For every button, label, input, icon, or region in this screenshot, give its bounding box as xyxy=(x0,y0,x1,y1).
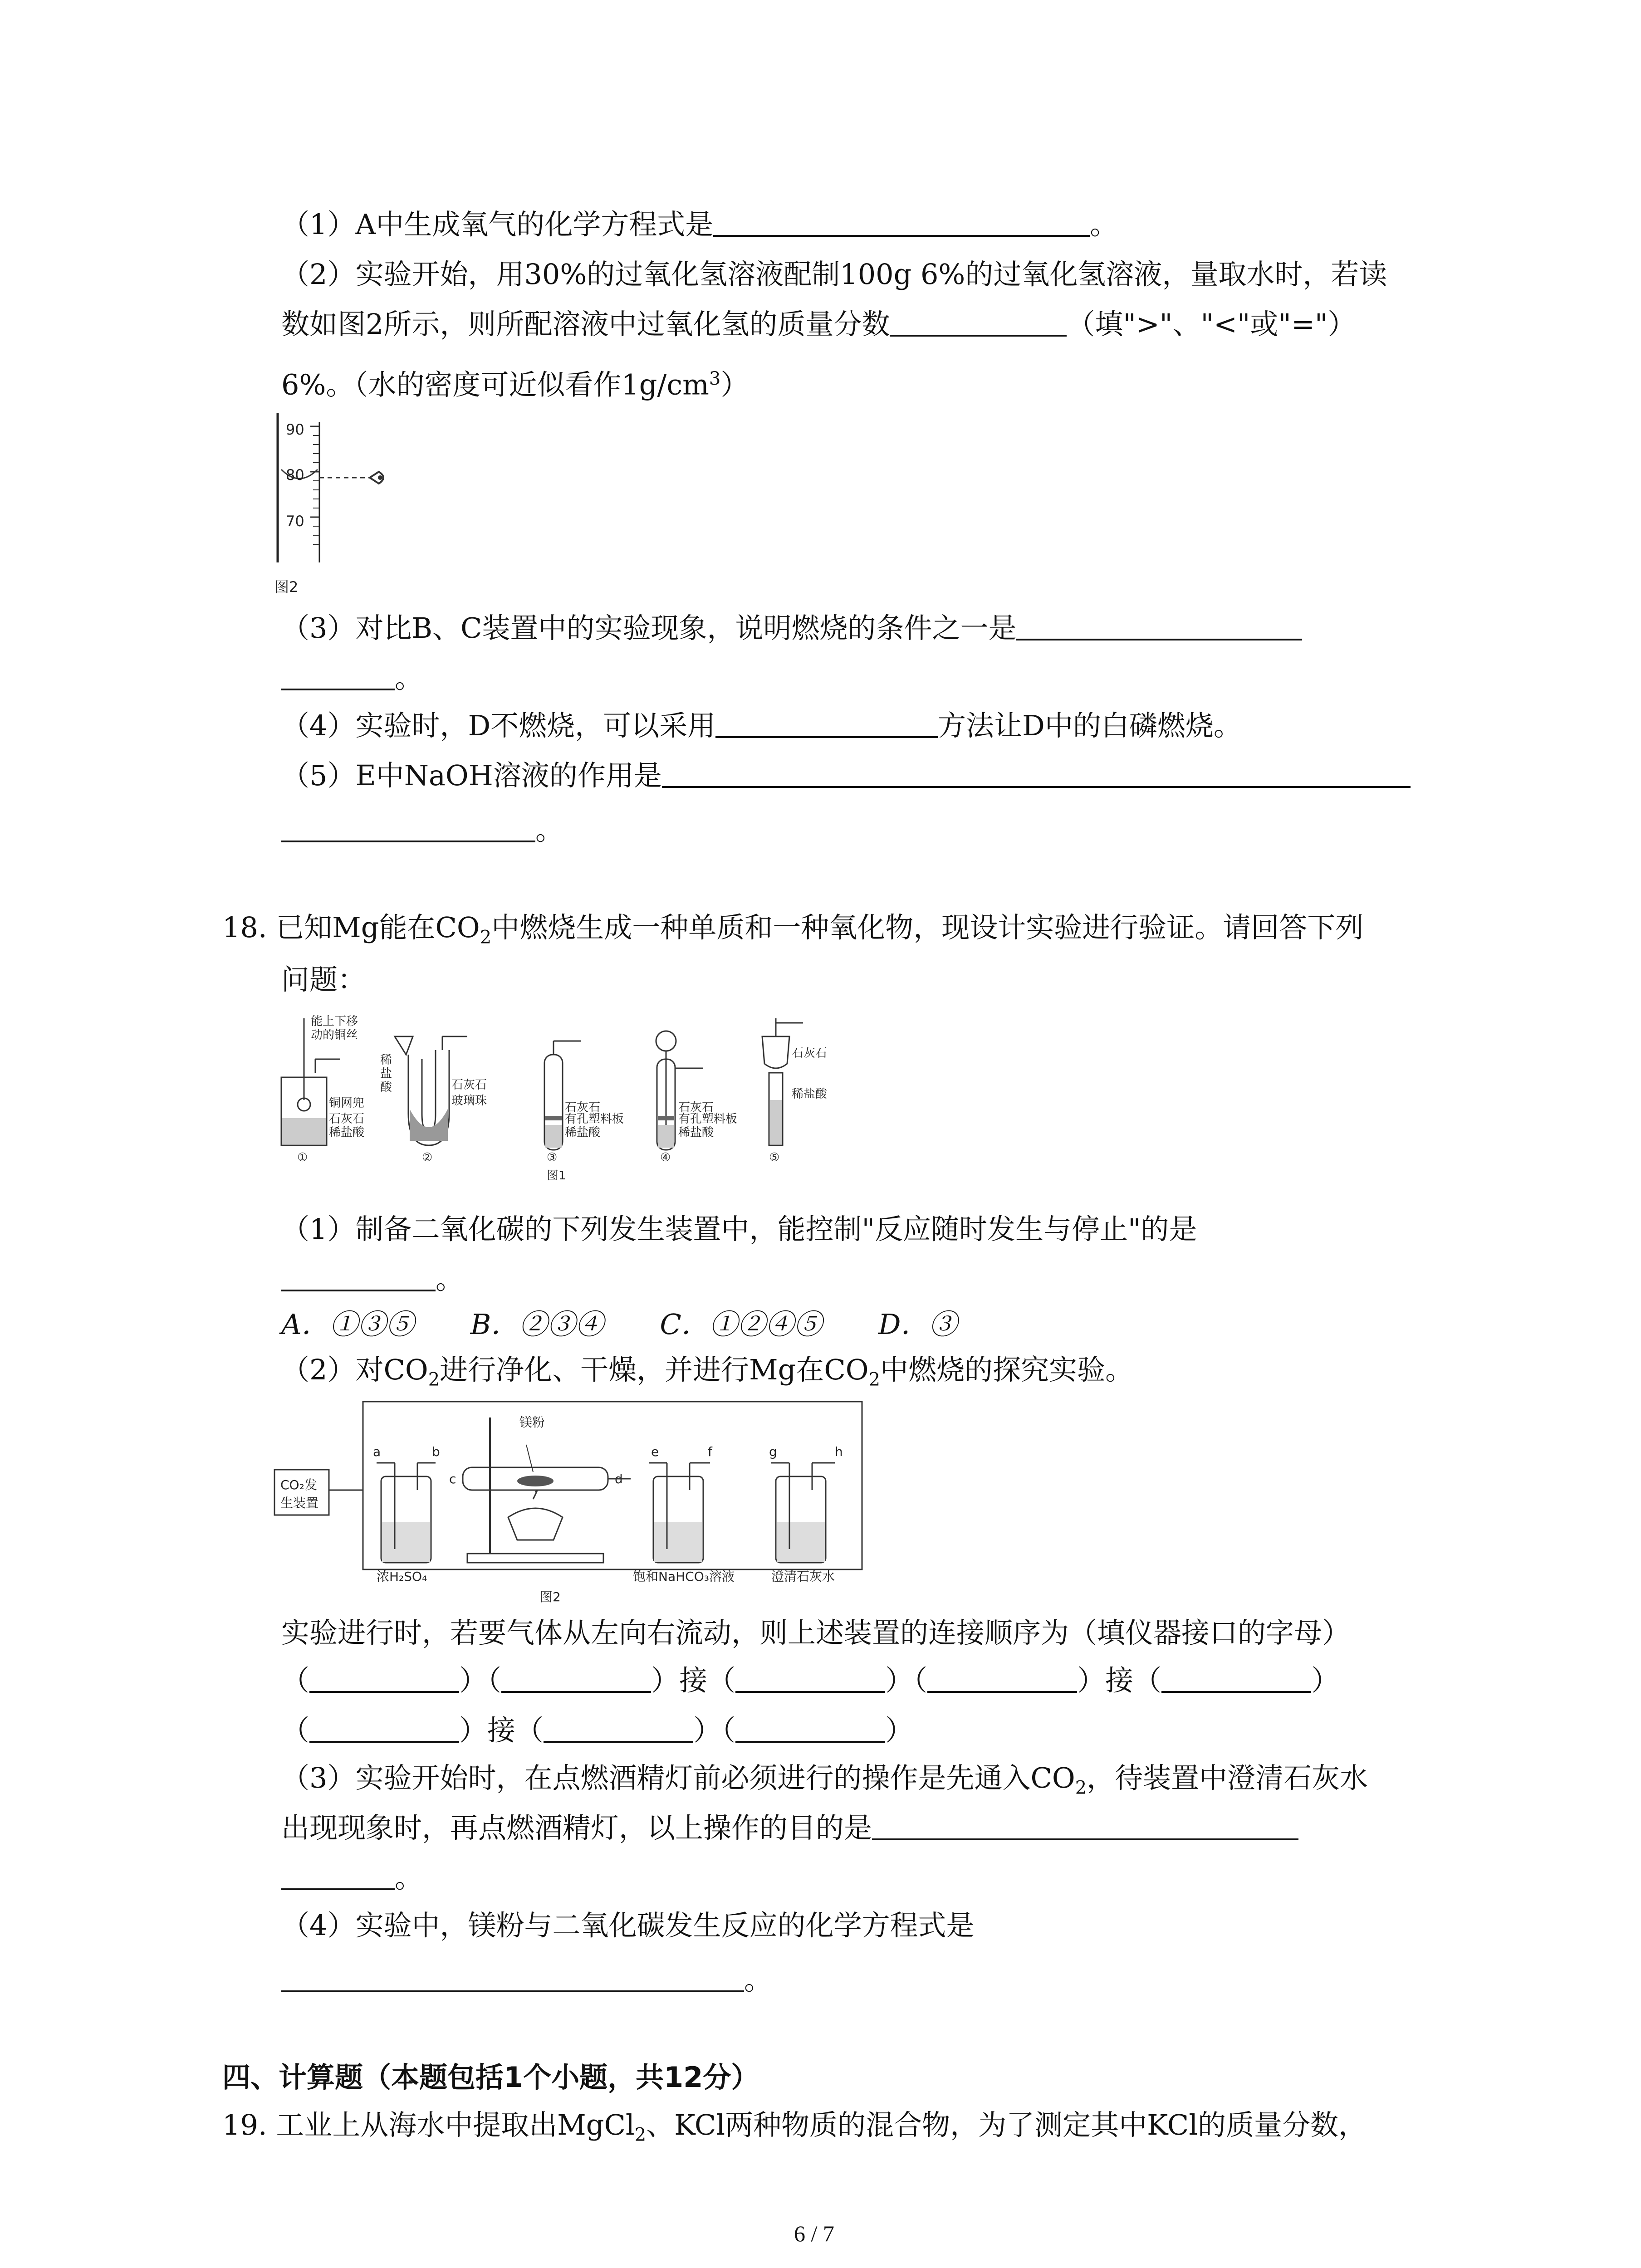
svg-text:a: a xyxy=(373,1444,381,1459)
answer-blank[interactable] xyxy=(872,1811,1298,1840)
svg-text:石灰石: 石灰石 xyxy=(678,1101,714,1114)
q19-stem: 19. 工业上从海水中提取出MgCl$_2$、KCl两种物质的混合物，为了测定其中KCl的质量分数， xyxy=(222,2108,1367,2146)
svg-text:e: e xyxy=(651,1444,659,1459)
section-heading: 四、计算题（本题包括1个小题，共12分） xyxy=(222,2061,759,2094)
svg-text:稀盐酸: 稀盐酸 xyxy=(565,1126,601,1139)
svg-text:g: g xyxy=(769,1444,777,1459)
svg-text:f: f xyxy=(708,1444,712,1459)
answer-blank[interactable] xyxy=(662,759,1411,788)
svg-text:④: ④ xyxy=(660,1151,671,1164)
q17-part5-line2: 。 xyxy=(281,810,563,850)
answer-blank[interactable] xyxy=(281,1963,744,1992)
q17-part2-line1: （2）实验开始，用30%的过氧化氢溶液配制100g 6%的过氧化氢溶液，量取水时，若读 xyxy=(281,258,1387,291)
mg-co2-apparatus-figure xyxy=(272,1399,871,1608)
svg-text:稀盐酸: 稀盐酸 xyxy=(678,1126,714,1139)
answer-blank[interactable] xyxy=(715,709,938,738)
svg-text:d: d xyxy=(615,1471,623,1486)
q17-part3-line2: 。 xyxy=(281,658,423,699)
svg-text:澄清石灰水: 澄清石灰水 xyxy=(771,1569,835,1584)
svg-text:石灰石: 石灰石 xyxy=(329,1112,365,1126)
port-blank[interactable] xyxy=(735,1714,885,1743)
answer-blank[interactable] xyxy=(1016,611,1302,640)
port-blank[interactable] xyxy=(544,1714,693,1743)
svg-text:镁粉: 镁粉 xyxy=(519,1415,545,1430)
answer-blank[interactable] xyxy=(281,1262,436,1291)
svg-text:石灰石: 石灰石 xyxy=(451,1078,487,1092)
svg-text:生装置: 生装置 xyxy=(280,1496,319,1510)
svg-text:CO₂发: CO₂发 xyxy=(280,1477,317,1492)
port-blank[interactable] xyxy=(1161,1664,1311,1693)
svg-text:酸: 酸 xyxy=(380,1080,392,1094)
q17-part2-line3: 6%。（水的密度可近似看作$1g/cm^3$） xyxy=(281,368,749,401)
svg-text:稀盐酸: 稀盐酸 xyxy=(329,1126,365,1139)
q18-connection-prompt: 实验进行时，若要气体从左向右流动，则上述装置的连接顺序为（填仪器接口的字母） xyxy=(281,1616,1351,1649)
q17-part4: （4）实验时，D不燃烧，可以采用 方法让D中的白磷燃烧。 xyxy=(281,709,1242,742)
port-blank[interactable] xyxy=(735,1664,885,1693)
q18-stem-line2: 问题： xyxy=(281,963,366,996)
q18-part4-line2: 。 xyxy=(281,1960,772,2000)
answer-blank[interactable] xyxy=(890,308,1067,337)
answer-blank[interactable] xyxy=(281,1861,395,1890)
q18-part3-line3: 。 xyxy=(281,1857,423,1898)
port-blank[interactable] xyxy=(309,1664,459,1693)
svg-text:b: b xyxy=(432,1444,440,1459)
graduated-cylinder-figure xyxy=(272,413,417,603)
q17-part3-line1: （3）对比B、C装置中的实验现象，说明燃烧的条件之一是 xyxy=(281,608,1302,649)
q18-connection-line1: （ ）（ ）接（ ）（ ）接（ ） xyxy=(281,1664,1340,1697)
q18-options: A．①③⑤ B．②③④ C．①②④⑤ D．③ xyxy=(281,1308,957,1341)
q18-part3-line1: （3）实验开始时，在点燃酒精灯前必须进行的操作是先通入$CO_2$，待装置中澄清石灰水 xyxy=(281,1761,1368,1799)
svg-text:能上下移: 能上下移 xyxy=(311,1015,358,1028)
q18-connection-line2: （ ）接（ ）（ ） xyxy=(281,1714,914,1747)
svg-text:饱和NaHCO₃溶液: 饱和NaHCO₃溶液 xyxy=(633,1569,735,1584)
svg-text:①: ① xyxy=(297,1151,308,1164)
port-blank[interactable] xyxy=(927,1664,1077,1693)
cylinder-tick-70: 70 xyxy=(286,513,304,530)
svg-text:玻璃珠: 玻璃珠 xyxy=(451,1094,487,1108)
svg-text:有孔塑料板: 有孔塑料板 xyxy=(565,1112,624,1126)
svg-text:稀: 稀 xyxy=(380,1053,392,1067)
svg-text:图1: 图1 xyxy=(547,1169,566,1183)
svg-text:石灰石: 石灰石 xyxy=(792,1046,828,1060)
q18-part1-line1: （1）制备二氧化碳的下列发生装置中，能控制"反应随时发生与停止"的是 xyxy=(281,1212,1197,1246)
svg-text:盐: 盐 xyxy=(380,1067,392,1080)
q17-part5-line1: （5）E中NaOH溶液的作用是 xyxy=(281,755,1411,796)
q18-part4-line1: （4）实验中，镁粉与二氧化碳发生反应的化学方程式是 xyxy=(281,1909,975,1942)
answer-blank[interactable] xyxy=(281,661,395,690)
co2-generator-figure xyxy=(272,1009,889,1209)
page-number: 6 / 7 xyxy=(794,2221,834,2246)
svg-text:浓H₂SO₄: 浓H₂SO₄ xyxy=(377,1569,427,1584)
svg-text:稀盐酸: 稀盐酸 xyxy=(792,1087,828,1101)
svg-text:有孔塑料板: 有孔塑料板 xyxy=(678,1112,738,1126)
svg-text:动的铜丝: 动的铜丝 xyxy=(311,1028,358,1042)
q18-part3-line2: 出现现象时，再点燃酒精灯，以上操作的目的是 xyxy=(281,1808,1298,1848)
svg-text:石灰石: 石灰石 xyxy=(565,1101,601,1114)
svg-text:铜网兜: 铜网兜 xyxy=(329,1096,365,1110)
q18-stem-line1: 18. 已知Mg能在$CO_2$中燃烧生成一种单质和一种氧化物，现设计实验进行验证。请回答下列 xyxy=(222,911,1364,948)
answer-blank[interactable] xyxy=(713,208,1090,237)
q18-part1-line2: 。 xyxy=(281,1259,464,1300)
fig2-caption: 图2 xyxy=(274,578,299,596)
svg-text:⑤: ⑤ xyxy=(769,1151,780,1164)
svg-text:h: h xyxy=(835,1444,843,1459)
svg-text:③: ③ xyxy=(547,1151,558,1164)
svg-text:②: ② xyxy=(422,1151,433,1164)
cylinder-tick-90: 90 xyxy=(286,421,304,438)
port-blank[interactable] xyxy=(501,1664,651,1693)
answer-blank[interactable] xyxy=(281,813,535,842)
q17-part2-line2: 数如图2所示，则所配溶液中过氧化氢的质量分数 （填">"、"<"或"="） xyxy=(281,308,1356,341)
port-blank[interactable] xyxy=(309,1714,459,1743)
svg-text:图2: 图2 xyxy=(540,1589,561,1604)
cylinder-tick-80: 80 xyxy=(286,466,304,484)
svg-text:c: c xyxy=(449,1471,456,1486)
q18-part2: （2）对$CO_2$进行净化、干燥，并进行Mg在$CO_2$中燃烧的探究实验。 xyxy=(281,1353,1134,1390)
q17-part1: （1）A中生成氧气的化学方程式是 。 xyxy=(281,208,1118,241)
